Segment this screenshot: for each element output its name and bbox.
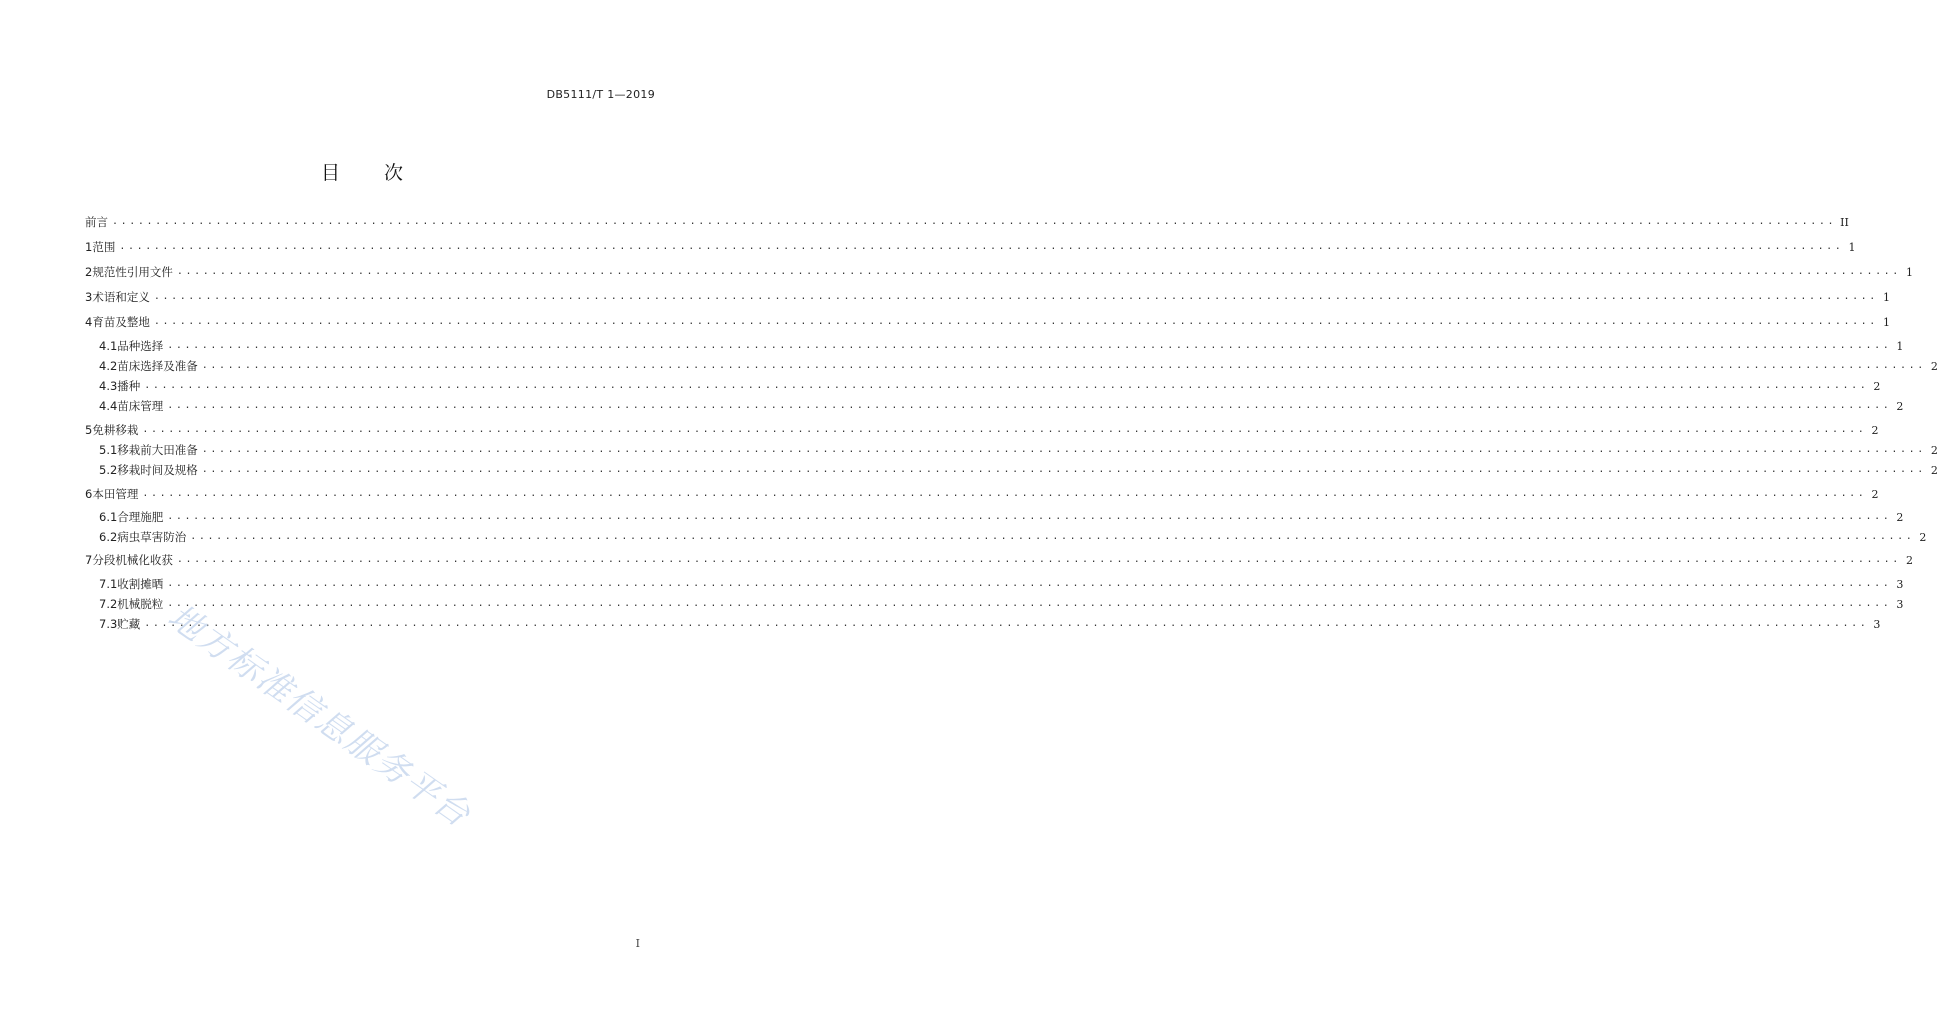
- toc-entry-label: 品种选择: [117, 339, 164, 353]
- toc-entry-label: 分段机械化收获: [92, 553, 173, 567]
- toc-leader-dots: ........................................................................................................................................................................................................: [119, 241, 1844, 252]
- toc-entry[interactable]: [99, 396, 1904, 416]
- toc-leader-dots: ........................................................................................................................................................................................................: [167, 598, 1892, 609]
- toc-entry[interactable]: [99, 507, 1904, 527]
- toc-entry-page: 2: [1919, 530, 1927, 544]
- toc-entry[interactable]: [99, 527, 1927, 547]
- toc-entry-label: 免耕移栽: [92, 423, 139, 437]
- toc-entry-label: 合理施肥: [117, 510, 164, 524]
- toc-entry-page: 1: [1882, 290, 1890, 304]
- toc-leader-dots: ........................................................................................................................................................................................................: [176, 266, 1901, 277]
- toc-entry-label: 播种: [117, 379, 141, 393]
- toc-entry-label: 苗床管理: [117, 399, 164, 413]
- toc-heading: [0, 158, 724, 185]
- toc-entry-label: 贮藏: [117, 617, 141, 631]
- toc-entry-number: 6.2: [99, 530, 118, 544]
- toc-entry-number: 4.1: [99, 339, 118, 353]
- toc-leader-dots: ........................................................................................................................................................................................................: [201, 360, 1926, 371]
- toc-entry-number: 7.1: [99, 577, 118, 591]
- toc-entry-label: 机械脱粒: [117, 597, 164, 611]
- toc-leader-dots: ........................................................................................................................................................................................................: [176, 554, 1901, 565]
- toc-entry[interactable]: [99, 356, 1938, 376]
- toc-entry-number: 4.4: [99, 399, 118, 413]
- toc-entry[interactable]: [85, 287, 1890, 307]
- toc-entry[interactable]: [85, 237, 1856, 257]
- toc-entry-page: 2: [1896, 510, 1904, 524]
- toc-entry-number: 5: [85, 423, 93, 437]
- toc-entry[interactable]: [85, 550, 1913, 570]
- toc-leader-dots: ........................................................................................................................................................................................................: [153, 291, 1878, 302]
- toc-entry-number: 6.1: [99, 510, 118, 524]
- toc-entry-page: 1: [1896, 339, 1904, 353]
- toc-entry-label: 术语和定义: [92, 290, 150, 304]
- toc-entry[interactable]: [85, 420, 1879, 440]
- toc-entry-number: 7.2: [99, 597, 118, 611]
- toc-heading-char-2: 次: [384, 162, 404, 184]
- toc-leader-dots: ........................................................................................................................................................................................................: [167, 340, 1892, 351]
- toc-entry-page: 2: [1930, 443, 1938, 457]
- toc-entry-page: 2: [1930, 359, 1938, 373]
- toc-entry-number: 7.3: [99, 617, 118, 631]
- toc-leader-dots: ........................................................................................................................................................................................................: [190, 531, 1915, 542]
- toc-entry-label: 移栽时间及规格: [117, 463, 198, 477]
- toc-entry[interactable]: [99, 440, 1938, 460]
- toc-entry-number: 7: [85, 553, 93, 567]
- toc-entry-page: 3: [1896, 577, 1904, 591]
- toc-entry-label: 病虫草害防治: [117, 530, 187, 544]
- toc-entry-label: 前言: [85, 215, 108, 229]
- toc-entry-page: 3: [1873, 617, 1881, 631]
- toc-leader-dots: ........................................................................................................................................................................................................: [153, 316, 1878, 327]
- toc-entry-number: 2: [85, 265, 93, 279]
- toc-entry-number: 5.2: [99, 463, 118, 477]
- page-number: I: [635, 937, 640, 950]
- watermark-text: 地方标准信息服务平台: [160, 596, 479, 836]
- toc-leader-dots: ........................................................................................................................................................................................................: [201, 444, 1926, 455]
- toc-leader-dots: ........................................................................................................................................................................................................: [112, 216, 1837, 227]
- toc-entry-page: 2: [1930, 463, 1938, 477]
- toc-entry-label: 本田管理: [92, 487, 139, 501]
- toc-leader-dots: ........................................................................................................................................................................................................: [167, 578, 1892, 589]
- toc-entry[interactable]: [99, 336, 1904, 356]
- toc-entry-label: 收割摊晒: [117, 577, 164, 591]
- toc-entry-page: 2: [1905, 553, 1913, 567]
- toc-entry-page: 3: [1896, 597, 1904, 611]
- toc-entry-page: 2: [1871, 423, 1879, 437]
- toc-heading-char-1: 目: [320, 162, 340, 184]
- toc-entry-number: 1: [85, 240, 93, 254]
- toc-entry[interactable]: [99, 460, 1938, 480]
- toc-leader-dots: ........................................................................................................................................................................................................: [167, 511, 1892, 522]
- toc-entry-page: 1: [1848, 240, 1856, 254]
- toc-leader-dots: ........................................................................................................................................................................................................: [144, 618, 1869, 629]
- toc-entry-page: II: [1840, 215, 1849, 229]
- toc-entry-label: 苗床选择及准备: [117, 359, 198, 373]
- toc-entry-page: 1: [1905, 265, 1913, 279]
- toc-entry[interactable]: [99, 574, 1904, 594]
- toc-leader-dots: ........................................................................................................................................................................................................: [142, 424, 1867, 435]
- toc-leader-dots: ........................................................................................................................................................................................................: [167, 400, 1892, 411]
- toc-entry-number: 4.3: [99, 379, 118, 393]
- toc-entry-label: 范围: [92, 240, 116, 254]
- toc-entry[interactable]: [85, 312, 1890, 332]
- toc-entry-number: 5.1: [99, 443, 118, 457]
- toc-entry-label: 移栽前大田准备: [117, 443, 198, 457]
- toc-leader-dots: ........................................................................................................................................................................................................: [201, 464, 1926, 475]
- document-code: DB5111/T 1—2019: [546, 88, 655, 101]
- toc-entry-label: 规范性引用文件: [92, 265, 173, 279]
- toc-entry[interactable]: [99, 376, 1881, 396]
- toc-leader-dots: ........................................................................................................................................................................................................: [142, 488, 1867, 499]
- toc-entry-page: 1: [1882, 315, 1890, 329]
- toc-entry-page: 2: [1873, 379, 1881, 393]
- toc-entry-page: 2: [1871, 487, 1879, 501]
- toc-entry-number: 4: [85, 315, 93, 329]
- toc-entry-number: 3: [85, 290, 93, 304]
- toc-leader-dots: ........................................................................................................................................................................................................: [144, 380, 1869, 391]
- toc-entry-number: 6: [85, 487, 93, 501]
- toc-entry-label: 育苗及整地: [92, 315, 150, 329]
- toc-entry[interactable]: [85, 262, 1913, 282]
- toc-entry[interactable]: [85, 212, 1849, 232]
- toc-entry[interactable]: [85, 484, 1879, 504]
- toc-entry-number: 4.2: [99, 359, 118, 373]
- toc-entry-page: 2: [1896, 399, 1904, 413]
